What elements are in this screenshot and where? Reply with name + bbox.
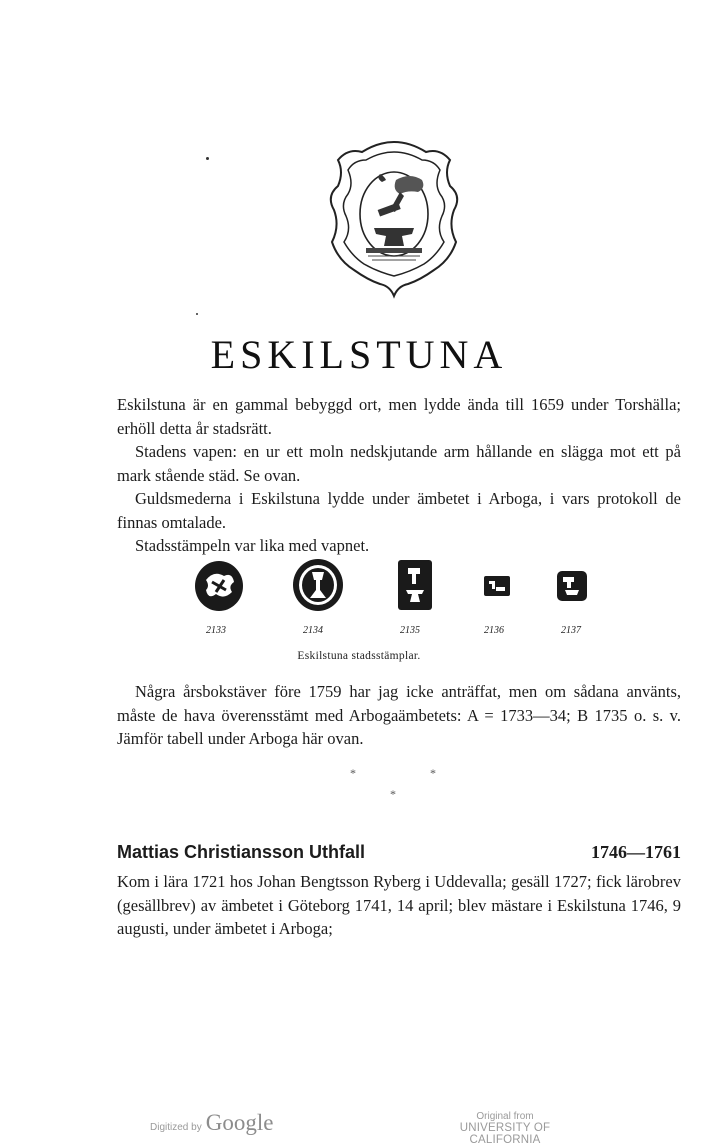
page-title: ESKILSTUNA	[210, 332, 508, 377]
second-text	[117, 680, 681, 751]
divider-asterisk: *	[350, 766, 356, 780]
digitized-label: Digitized by	[150, 1122, 202, 1133]
stamp-2135-icon	[398, 560, 432, 610]
stamp-number: 2133	[206, 625, 226, 636]
stamp-number: 2136	[484, 625, 504, 636]
year-letters-paragraph: Några årsbokstäver före 1759 har jag icke anträffat, men om sådana använts, måste de hava överensstämt med Arbogaämbetets: A = 1733—34; B 1735 o. s. v. Jämför tabell under Arboga här ovan.	[117, 682, 681, 748]
stamp-2137-icon	[557, 571, 587, 601]
stamp-2133-icon	[194, 560, 244, 612]
original-source-mark	[432, 1111, 578, 1146]
coat-of-arms-icon	[322, 134, 466, 300]
divider-asterisk: *	[390, 787, 396, 801]
google-wordmark: Google	[205, 1110, 274, 1135]
print-speck	[206, 157, 209, 160]
divider-asterisk: *	[430, 766, 436, 780]
stamp-row	[0, 558, 718, 618]
intro-paragraph: Stadens vapen: en ur ett moln nedskjutande arm hållande en slägga mot ett på mark stående städ. Se ovan.	[117, 442, 681, 485]
print-speck	[196, 313, 198, 315]
intro-text	[117, 393, 681, 558]
entry-paragraph: Kom i lära 1721 hos Johan Bengtsson Ryberg i Uddevalla; gesäll 1727; fick lärobrev (gesällbrev) av ämbetet i Göteborg 1741, 14 april; blev mästare i Eskilstuna 1746, 9 augusti, under ämbetet i Arboga;	[117, 872, 681, 938]
original-source: UNIVERSITY OF CALIFORNIA	[459, 1122, 551, 1146]
coat-of-arms-image	[322, 134, 466, 300]
stamp-2136-icon	[484, 576, 510, 596]
entry-years: 1746—1761	[591, 842, 681, 862]
stamp-number: 2135	[400, 625, 420, 636]
entry-heading	[117, 842, 681, 868]
intro-paragraph: Guldsmederna i Eskilstuna lydde under ämbetet i Arboga, i vars protokoll de finnas omtalade.	[117, 489, 681, 532]
stamp-2134-icon	[292, 558, 344, 612]
intro-paragraph: Stadsstämpeln var lika med vapnet.	[135, 536, 370, 555]
stamp-number: 2137	[561, 625, 581, 636]
intro-paragraph: Eskilstuna är en gammal bebyggd ort, men lydde ända till 1659 under Torshälla; erhöll detta år stadsrätt.	[117, 395, 681, 438]
digitized-by-mark	[150, 1110, 273, 1136]
entry-name: Mattias Christiansson Uthfall	[117, 842, 366, 862]
entry-text	[117, 870, 681, 941]
original-label: Original from	[476, 1111, 534, 1122]
stamp-caption: Eskilstuna stadsstämplar.	[297, 650, 421, 662]
stamp-number: 2134	[303, 625, 323, 636]
